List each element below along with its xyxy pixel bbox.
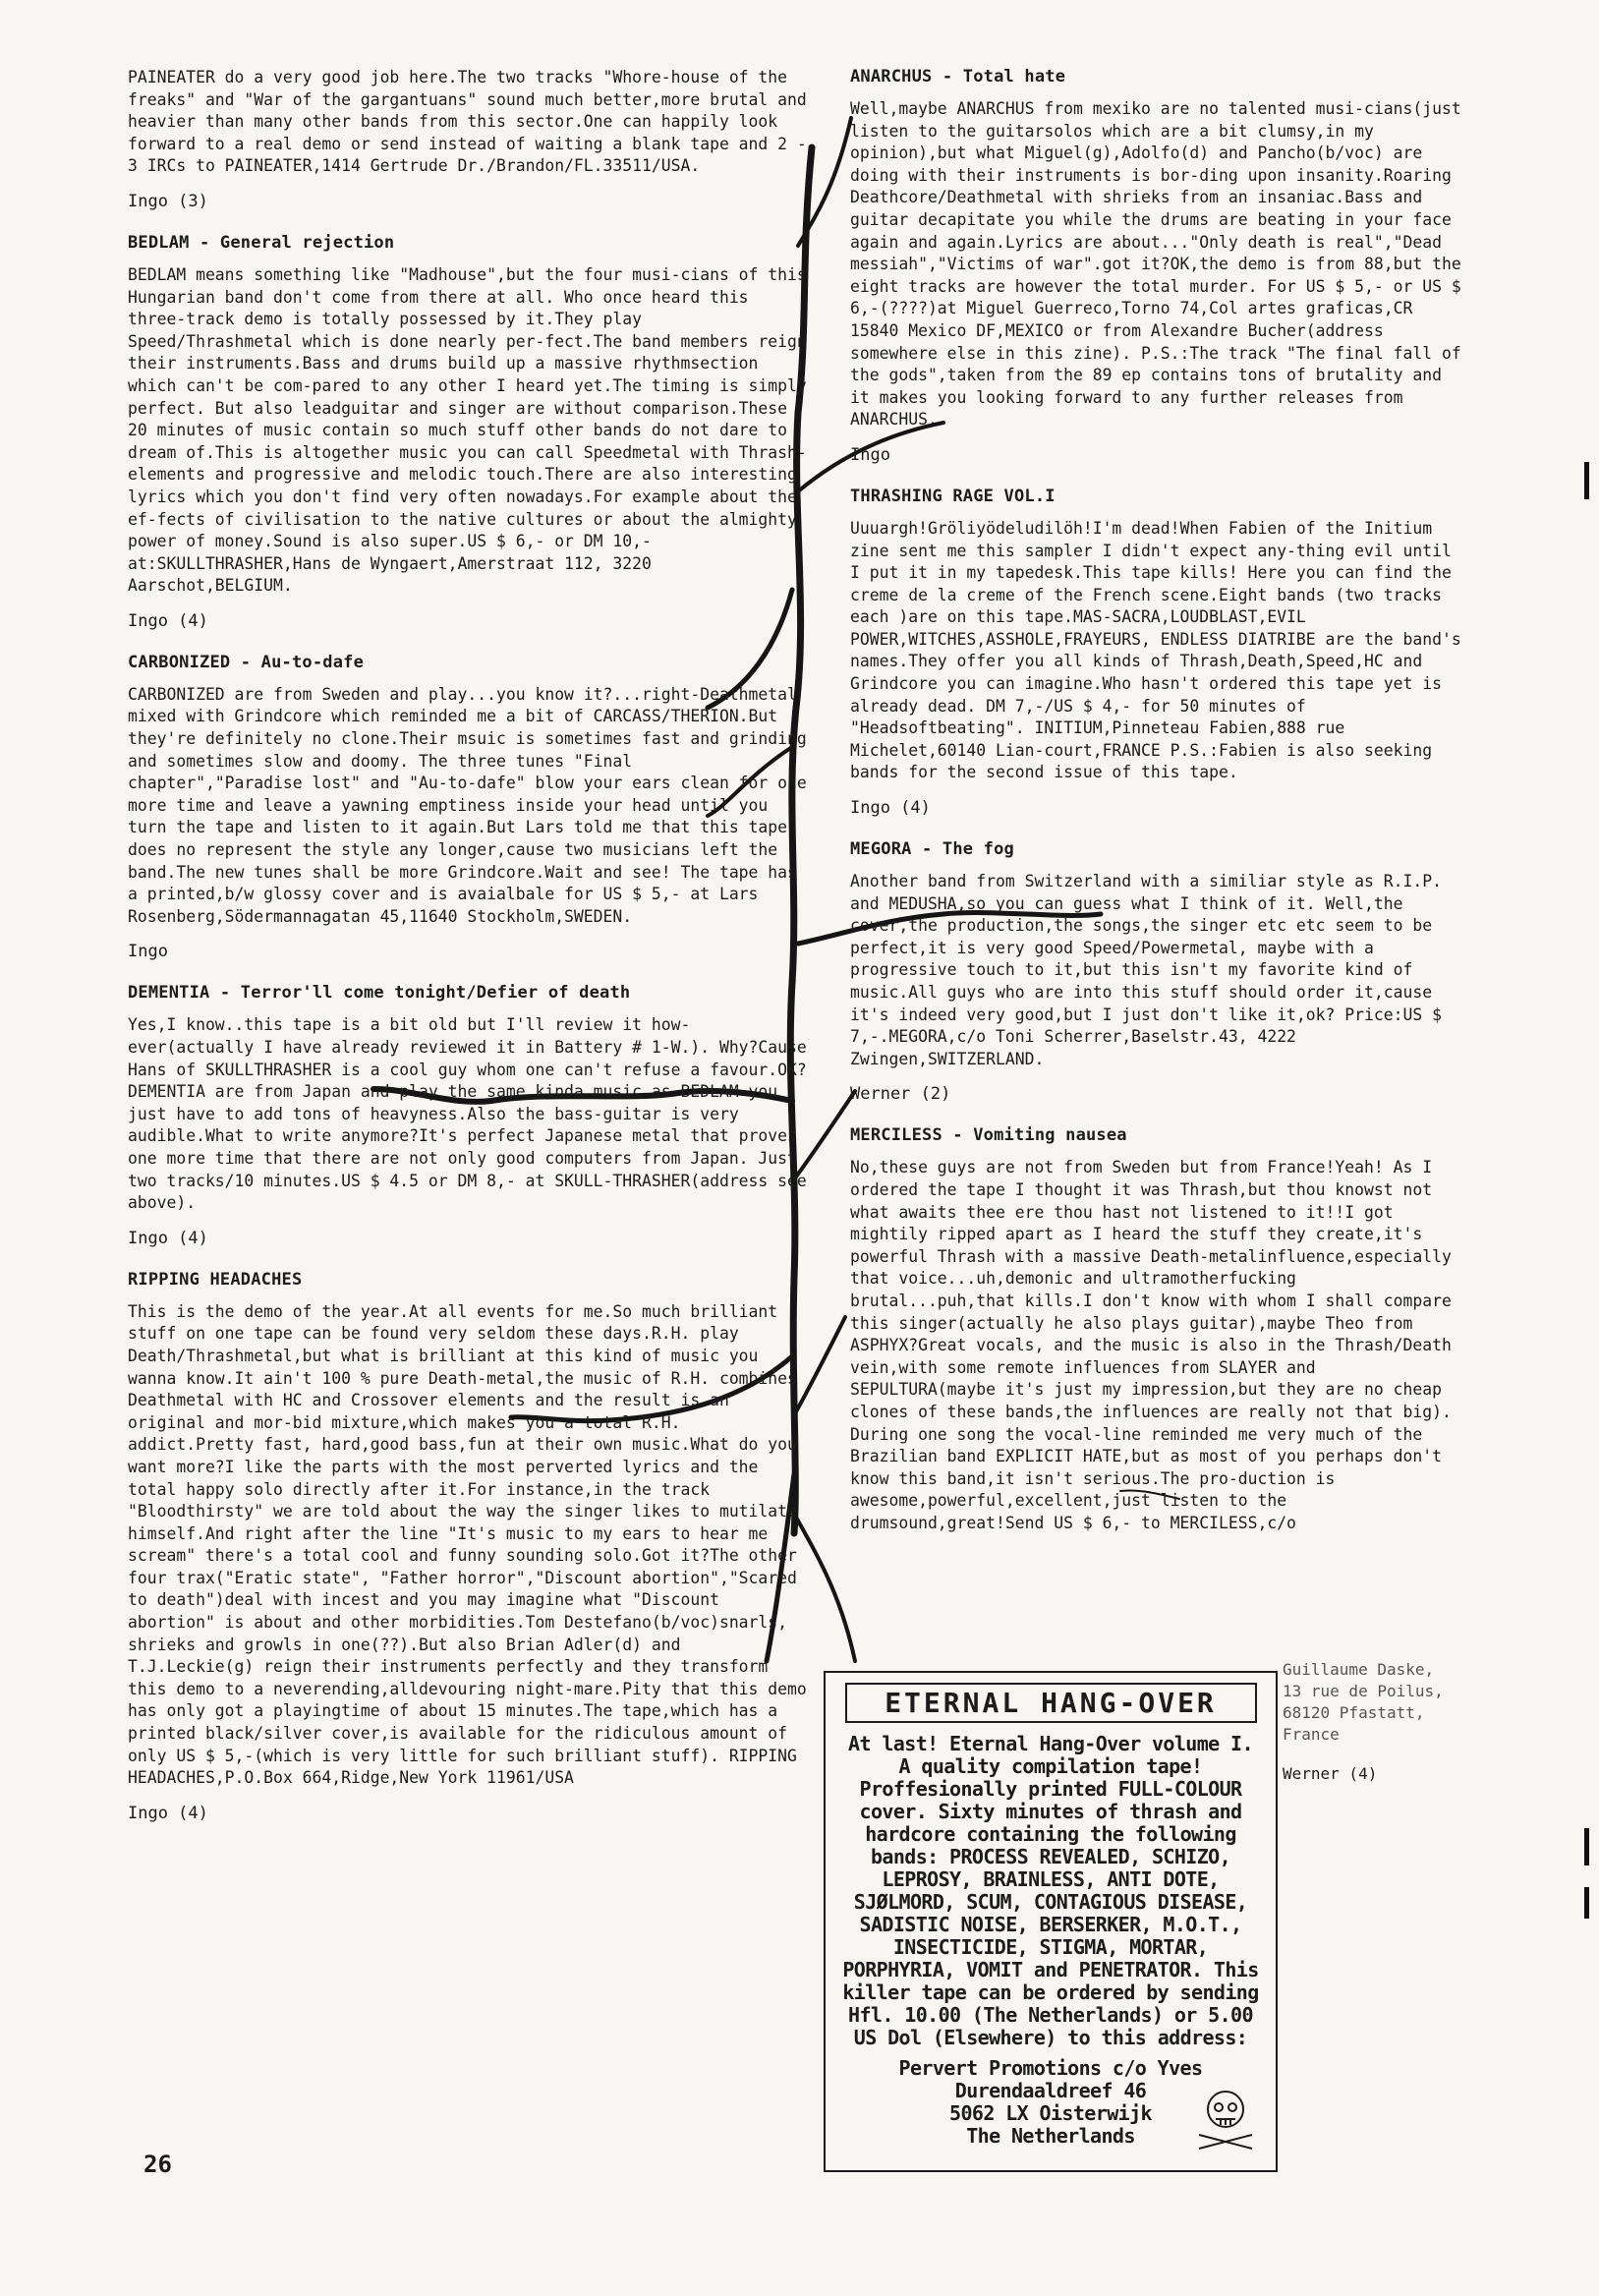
review-body: Yes,I know..this tape is a bit old but I'll review it how-ever(actually I have already reviewed it in Battery # 1-W.). Why?Cause Hans of SKULLTHRASHER is a cool guy whom one can't refuse a favour.OK?DEMENTIA are from Japan and play the same kinda music as BEDLAM-you just have to add tons of heavyness.Also the bass-guitar is very audible.What to write anymore?It's perfect Japanese metal that proves one more time that there are not only good computers from Japan. Just two tracks/10 minutes.US $ 4.5 or DM 8,- at SKULL-THRASHER(address see above). xyxy=(128,1015,807,1213)
reviewer-signature: Ingo (4) xyxy=(128,610,208,631)
skull-doodle-icon xyxy=(1191,2084,1260,2152)
address-line: Guillaume Daske, xyxy=(1283,1660,1435,1679)
ad-title: ETERNAL HANG-OVER xyxy=(845,1683,1257,1723)
ad-address-line: The Netherlands xyxy=(966,2124,1135,2148)
review-0 xyxy=(850,67,1464,465)
review-body: Well,maybe ANARCHUS from mexiko are no talented musi-cians(just listen to the guitarsolos which are a bit clumsy,in my opinion),but what Miguel(g),Adolfo(d) and Pancho(b/voc) are doing with their instruments is bor-ding upon insanity.Roaring Deathcore/Deathmetal with shrieks from an insaniac.Bass and guitar decapitate you while the drums are beating in your face again and again.Lyrics are about..."Only death is real","Dead messiah","Victims of war".got it?OK,the demo is from 88,but the eight tracks are however the total murder. For US $ 5,- or US $ 6,-(????)at Miguel Guerreco,Torno 74,Col artes graficas,CR 15840 Mexico DF,MEXICO or from Alexandre Bucher(address somewhere else in this zine). P.S.:The track "The final fall of the gods",taken from the 89 ep contains tons of brutality and it makes you looking forward to any further releases from ANARCHUS. xyxy=(850,99,1461,430)
review-title: CARBONIZED - Au-to-dafe xyxy=(128,652,365,672)
address-line: 13 rue de Poilus, xyxy=(1283,1682,1444,1700)
review-body: CARBONIZED are from Sweden and play...you know it?...right-Deathmetal mixed with Grindcore which reminded me a bit of CARCASS/THERION.But they're definitely no clone.Their msuic is sometimes fast and grinding and sometimes slow and doomy. The three tunes "Final chapter","Paradise lost" and "Au-to-dafe" blow your ears clean for one more time and leave a yawning emptiness inside your head until you turn the tape and listen to it again.But Lars told me that this tape does no represent the style any longer,cause two musicians left the band.The new tunes shall be more Grindcore.Wait and see! The tape has a printed,b/w glossy cover and is avaialbale for US $ 5,- at Lars Rosenberg,Södermannagatan 45,11640 Stockholm,SWEDEN. xyxy=(128,684,807,926)
merciless-address-note xyxy=(1283,1659,1469,1785)
review-body: PAINEATER do a very good job here.The two tracks "Whore-house of the freaks" and "War of the gargantuans" sound much better,more brutal and heavier than many other bands from this sector.One can happily look forward to a real demo or send instead of waiting a blank tape and 2 - 3 IRCs to PAINEATER,1414 Gertrude Dr./Brandon/FL.33511/USA. xyxy=(128,68,807,176)
right-column xyxy=(850,67,1464,1548)
address-line: 68120 Pfastatt, xyxy=(1283,1703,1425,1722)
review-title: DEMENTIA - Terror'll come tonight/Defier of death xyxy=(128,983,631,1004)
review-body: Another band from Switzerland with a similiar style as R.I.P. and MEDUSHA,so you can guess what I think of it. Well,the cover,the production,the songs,the singer etc etc seem to be perfect,it is very good Speed/Powermetal, maybe with a progressive touch to it,but this isn't my favorite kind of music.All guys who are into this stuff should order it,cause it's indeed very good,but I just don't like it,ok? Price:US $ 7,-.MEGORA,c/o Toni Scherrer,Baselstr.43, 4222 Zwingen,SWITZERLAND. xyxy=(850,872,1442,1068)
margin-mark xyxy=(1584,1828,1589,1866)
eternal-hang-over-advert xyxy=(824,1671,1278,2172)
review-title: MEGORA - The fog xyxy=(850,839,1014,860)
reviewer-signature: Ingo (4) xyxy=(128,1228,208,1248)
review-title: BEDLAM - General rejection xyxy=(128,232,395,253)
reviewer-signature: Ingo (3) xyxy=(128,191,208,211)
ad-address-line: Pervert Promotions c/o Yves xyxy=(898,2056,1203,2080)
reviewer-signature: Ingo (4) xyxy=(850,798,931,819)
review-4 xyxy=(128,1270,816,1823)
review-title: ANARCHUS - Total hate xyxy=(850,67,1066,86)
review-2 xyxy=(128,653,816,962)
review-title: MERCILESS - Vomiting nausea xyxy=(850,1125,1127,1146)
review-body: This is the demo of the year.At all events for me.So much brilliant stuff on one tape can be found very seldom these days.R.H. play Death/Thrashmetal,but what is brilliant at this kind of music you wanna know.It ain't 100 % pure Death-metal,the music of R.H. combines Deathmetal with HC and Crossover elements and the result is an original and mor-bid mixture,which makes you a total R.H. addict.Pretty fast, hard,good bass,fun at their own music.What do you want more?I like the parts with the most perverted lyrics and the total happy solo directly after it.For instance,in the track "Bloodthirsty" we are told about the way the singer likes to mutilate himself.And right after the line "It's music to my ears to hear me scream" there's a total cool and funny sounding solo.Got it?The other four trax("Eratic state", "Father horror","Discount abortion","Scared to death")deal with incest and you may imagine what "Discount abortion" is about and other morbidities.Tom Destefano(b/voc)snarls, shrieks and growls in one(??).But also Brian Adler(d) and T.J.Leckie(g) reign their instruments perfectly and they transform this demo to a neverending,alldevouring night-mare.Pity that this demo has only got a playingtime of about 15 minutes.The tape,which has a printed black/silver cover,is available for the ridiculous amount of only US $ 5,-(which is very little for such brilliant stuff). RIPPING HEADACHES,P.O.Box 664,Ridge,New York 11961/USA xyxy=(128,1301,807,1788)
page-number: 26 xyxy=(143,2151,172,2178)
margin-mark xyxy=(1584,1887,1589,1919)
review-body: BEDLAM means something like "Madhouse",but the four musi-cians of this Hungarian band don't come from there at all. Who once heard this three-track demo is totally possessed by it.They play Speed/Thrashmetal which is done nearly per-fect.The band members reign their instruments.Bass and drums build up a massive rhythmsection which can't be com-pared to any other I heard yet.The timing is simply perfect. But also leadguitar and singer are without comparison.These 20 minutes of music contain so much stuff other bands do not dare to dream of.This is altogether music you can call Speedmetal with Thrash-elements and progressive and melodic touch.There are also interesting lyrics which you don't find very often nowadays.For example about the ef-fects of civilisation to the native cultures or about the almighty power of money.Sound is also super.US $ 6,- or DM 10,- at:SKULLTHRASHER,Hans de Wyngaert,Amerstraat 112, 3220 Aarschot,BELGIUM. xyxy=(128,264,807,596)
review-3 xyxy=(850,1125,1464,1534)
review-body: Uuuargh!Gröliyödeludilöh!I'm dead!When Fabien of the Initium zine sent me this sampler I didn't expect any-thing evil until I put it in my tapedesk.This tape kills! Here you can find the creme de la creme of the French scene.Eight bands (two tracks each )are on this tape.MAS-SACRA,LOUDBLAST,EVIL POWER,WITCHES,ASSHOLE,FRAYEURS, ENDLESS DIATRIBE are the band's names.They offer you all kinds of Thrash,Death,Speed,HC and Grindcore you can imagine.Who hasn't ordered this tape yet is already dead. DM 7,-/US $ 4,- for 50 minutes of "Headsoftbeating". INITIUM,Pinneteau Fabien,888 rue Michelet,60140 Lian-court,FRANCE P.S.:Fabien is also seeking bands for the second issue of this tape. xyxy=(850,518,1461,782)
review-0 xyxy=(128,67,816,211)
reviewer-signature: Ingo xyxy=(850,444,890,465)
review-title: THRASHING RAGE VOL.I xyxy=(850,486,1056,506)
review-2 xyxy=(850,839,1464,1104)
review-body: No,these guys are not from Sweden but from France!Yeah! As I ordered the tape I thought it was Thrash,but thou knowst not what awaits thee ere thou hast not listened to it!!I got mightily ripped apart as I heard the stuff they create,it's powerful Thrash with a massive Death-metalinfluence,especially that voice...uh,demonic and ultramotherfucking brutal...puh,that kills.I don't know with whom I shall compare this singer(actually he also plays guitar),maybe Theo from ASPHYX?Great vocals, and the music is also in the Thrash/Death vein,with some remote influences from SLAYER and SEPULTURA(maybe it's just my impression,but they are no cheap clones of these bands,the influences are really not that big). During one song the vocal-line reminded me very much of the Brazilian band EXPLICIT HATE,but as most of you perhaps don't know this band,it isn't serious.The pro-duction is awesome,powerful,excellent,just listen to the drumsound,great!Send US $ 6,- to MERCILESS,c/o xyxy=(850,1158,1452,1532)
review-1 xyxy=(128,233,816,631)
left-column xyxy=(128,67,816,1845)
review-title: RIPPING HEADACHES xyxy=(128,1269,303,1290)
review-3 xyxy=(128,983,816,1247)
ad-address-line: 5062 LX Oisterwijk xyxy=(949,2101,1152,2125)
reviewer-signature: Werner (4) xyxy=(1283,1764,1378,1783)
reviewer-signature: Ingo (4) xyxy=(128,1803,208,1823)
reviewer-signature: Ingo xyxy=(128,942,168,962)
review-1 xyxy=(850,487,1464,818)
margin-mark xyxy=(1584,462,1589,499)
ad-text: At last! Eternal Hang-Over volume I. A quality compilation tape! Proffesionally printed FULL-COLOUR cover. Sixty minutes of thrash and hardcore containing the following bands: PROCESS REVEALED, SCHIZO, LEPROSY, BRAINLESS, ANTI DOTE, SJØLMORD, SCUM, CONTAGIOUS DISEASE, SADISTIC NOISE, BERSERKER, M.O.T., INSECTICIDE, STIGMA, MORTAR, PORPHYRIA, VOMIT and PENETRATOR. This killer tape can be ordered by sending Hfl. 10.00 (The Netherlands) or 5.00 US Dol (Elsewhere) to this address: xyxy=(842,1732,1259,2049)
address-line: France xyxy=(1283,1725,1340,1744)
ad-address-line: Durendaaldreef 46 xyxy=(954,2079,1147,2102)
reviewer-signature: Werner (2) xyxy=(850,1084,951,1105)
